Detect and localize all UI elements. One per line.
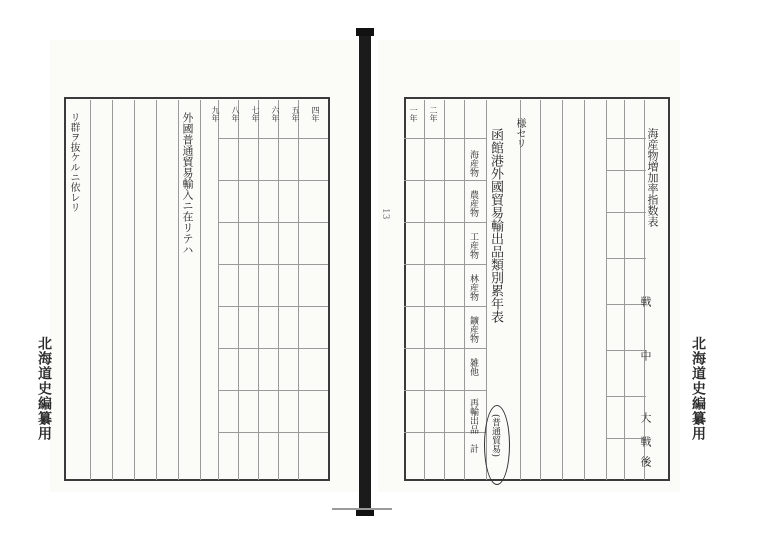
spine	[359, 28, 371, 516]
left-year-7: 七年	[251, 106, 260, 122]
left-year-5: 五年	[291, 106, 300, 122]
right-table-top-border	[404, 97, 670, 99]
war-label-0: 戦	[639, 296, 652, 307]
left-heading: 外國普通貿易輸入ニ在リテハ	[181, 112, 194, 255]
war-label-3: 戦	[639, 436, 652, 447]
left-end-note: リ群ヲ抜ケルニ依レリ	[68, 112, 79, 212]
header-marine: 海産物	[468, 150, 478, 177]
binding-clip-top	[356, 28, 374, 36]
right-year-1: 一年	[409, 106, 418, 122]
war-label-1: 中	[639, 350, 652, 361]
spine-stamp-right: 北海道史編纂用	[690, 336, 706, 441]
header-misc: 雑他	[468, 358, 478, 376]
war-label-2: 大	[639, 412, 652, 423]
spine-stamp-left: 北海道史編纂用	[36, 336, 52, 441]
header-industrial: 工産物	[468, 232, 478, 259]
left-year-4: 四年	[311, 106, 320, 122]
header-mineral: 鑛産物	[468, 316, 478, 343]
right-end-note: 様セリ	[514, 118, 525, 148]
header-reexport: 再輸出品	[468, 398, 478, 434]
left-year-9: 九年	[211, 106, 220, 122]
binding-bar	[332, 508, 392, 510]
left-frame-top-border	[64, 97, 330, 99]
header-total: 計	[468, 444, 478, 453]
left-year-8: 八年	[231, 106, 240, 122]
war-label-4: 後	[639, 456, 652, 467]
table-subtitle: (普通貿易)	[490, 414, 500, 458]
table-title: 函館港外國貿易輸出品類別累年表	[488, 128, 503, 323]
left-frame-left-border	[64, 97, 66, 480]
right-frame-right-border	[668, 97, 670, 480]
right-frame-left-border	[404, 97, 406, 480]
pencil-note: 13	[380, 208, 390, 220]
header-forestry: 林産物	[468, 274, 478, 301]
index-table-title: 海産物増加率指数表	[646, 128, 659, 227]
left-frame-right-border	[328, 97, 330, 480]
right-year-2: 二年	[429, 106, 438, 122]
left-frame-bottom-border	[64, 479, 330, 481]
left-year-6: 六年	[271, 106, 280, 122]
header-agricultural: 農産物	[468, 190, 478, 217]
